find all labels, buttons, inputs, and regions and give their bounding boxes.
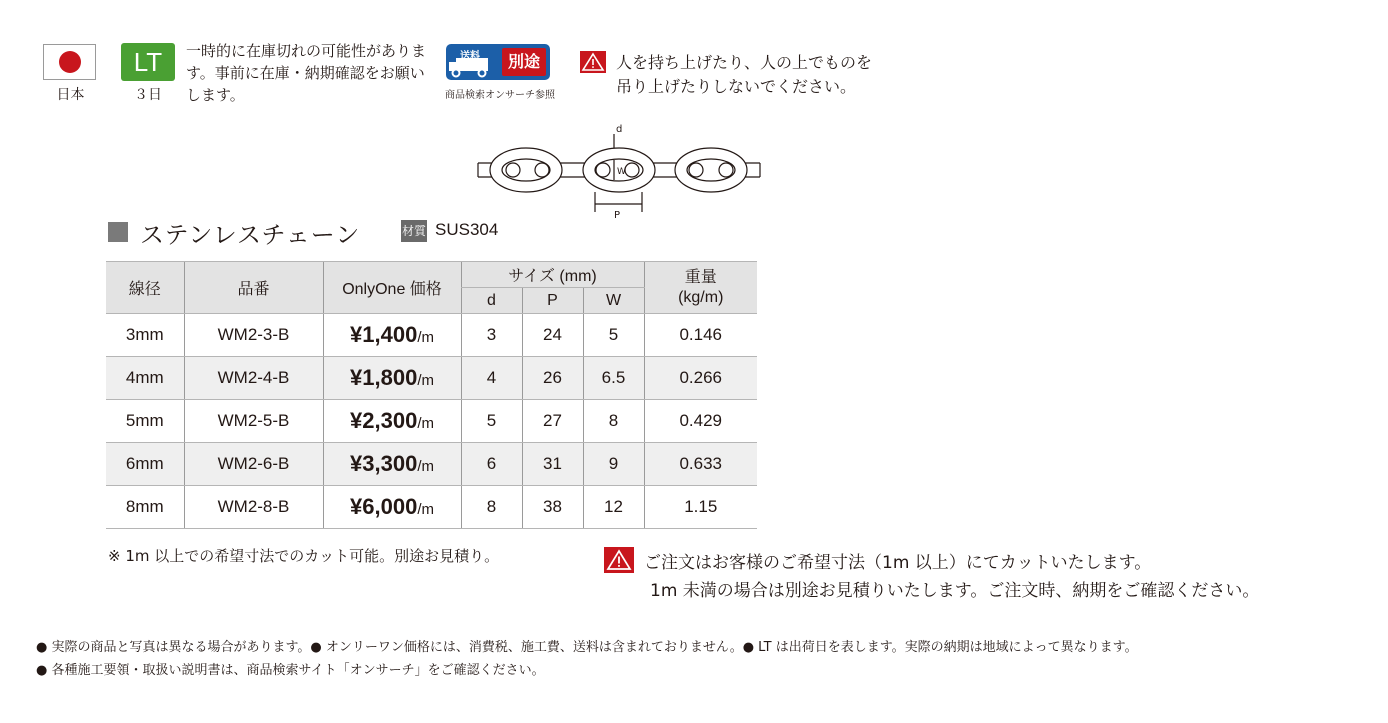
cell-price [323,443,461,486]
lt-days: ３日 [134,87,162,103]
table-row [106,486,757,529]
shipping-badge [446,44,550,80]
cell-part-no: WM2-3-B [184,314,323,357]
price-unit: /m [417,329,434,346]
cell-w: 6.5 [583,357,644,400]
order-warning-line-2: 1m 未満の場合は別途お見積りいたします。ご注文時、納期をご確認ください。 [650,581,1260,601]
lt-note: 一時的に在庫切れの可能性があります。事前に在庫・納期確認をお願いします。 [186,42,427,104]
price-value: ¥2,300 [350,408,418,433]
lifting-warning [616,51,916,99]
cut-note: ※ 1m 以上での希望寸法でのカット可能。別途お見積り。 [108,547,500,565]
disclaimer-line-1: ● 実際の商品と写真は異なる場合があります。● オンリーワン価格には、消費税、施工費、送料は含まれておりません。● LT は出荷日を表します。実際の納期は地域によって異なります。 [36,640,1138,655]
dim-label-w: W [617,167,626,177]
cell-w: 8 [583,400,644,443]
cell-part-no: WM2-8-B [184,486,323,529]
cell-part-no: WM2-4-B [184,357,323,400]
header-diameter: 線径 [106,262,184,314]
order-warning [644,549,1259,605]
table-row [106,400,757,443]
cell-diameter: 3mm [106,314,184,357]
cell-price [323,400,461,443]
table-row [106,443,757,486]
lt-badge: LT [121,43,175,81]
cell-weight: 0.633 [644,443,757,486]
dim-label-p: P [614,210,621,221]
material-badge: 材質 [401,220,427,242]
price-unit: /m [417,501,434,518]
header-weight-unit: (kg/m) [678,288,724,306]
material-value: SUS304 [435,220,499,239]
cell-weight: 0.146 [644,314,757,357]
section-title: ステンレスチェーン [140,221,361,249]
dim-label-d: d [616,124,623,135]
header-part-no: 品番 [184,262,323,314]
header-weight-label: 重量 [684,268,717,286]
cell-d: 6 [461,443,522,486]
cell-weight: 0.429 [644,400,757,443]
cell-w: 9 [583,443,644,486]
spec-table [106,261,757,529]
lifting-warning-line-2: 吊り上げたりしないでください。 [616,77,857,96]
disclaimer-block [36,636,1138,682]
cell-d: 3 [461,314,522,357]
cell-p: 38 [522,486,583,529]
price-value: ¥6,000 [350,494,418,519]
shipping-extra-label: 別途 [502,48,546,76]
cell-diameter: 6mm [106,443,184,486]
origin-label: 日本 [56,87,85,103]
warning-icon [604,547,634,573]
origin-flag [43,44,96,80]
cell-diameter: 4mm [106,357,184,400]
cell-diameter: 8mm [106,486,184,529]
cell-part-no: WM2-5-B [184,400,323,443]
cell-d: 4 [461,357,522,400]
cell-p: 31 [522,443,583,486]
cell-w: 12 [583,486,644,529]
cell-weight: 0.266 [644,357,757,400]
header-d: d [461,288,522,314]
header-price: OnlyOne 価格 [323,262,461,314]
header-p: P [522,288,583,314]
chain-diagram [476,120,766,230]
header-w: W [583,288,644,314]
price-unit: /m [417,458,434,475]
table-row [106,314,757,357]
warning-icon [580,51,606,73]
cell-price [323,314,461,357]
cell-p: 24 [522,314,583,357]
cell-p: 27 [522,400,583,443]
header-size-group: サイズ (mm) [461,262,644,288]
disclaimer-line-2: ● 各種施工要領・取扱い説明書は、商品検索サイト「オンサーチ」をご確認ください。 [36,663,545,678]
flag-red-circle [59,51,81,73]
price-value: ¥3,300 [350,451,418,476]
cell-diameter: 5mm [106,400,184,443]
shipping-caption: 商品検索オンサーチ参照 [445,90,555,101]
cell-price [323,357,461,400]
shipping-top-label: 送料 [460,51,480,62]
section-bullet [108,222,128,242]
cell-price [323,486,461,529]
order-warning-line-1: ご注文はお客様のご希望寸法（1m 以上）にてカットいたします。 [644,553,1152,573]
price-value: ¥1,400 [350,322,418,347]
cell-d: 8 [461,486,522,529]
cell-d: 5 [461,400,522,443]
table-row [106,357,757,400]
cell-part-no: WM2-6-B [184,443,323,486]
cell-w: 5 [583,314,644,357]
lifting-warning-line-1: 人を持ち上げたり、人の上でものを [616,53,873,72]
header-weight [644,262,757,314]
price-value: ¥1,800 [350,365,418,390]
cell-weight: 1.15 [644,486,757,529]
price-unit: /m [417,415,434,432]
price-unit: /m [417,372,434,389]
cell-p: 26 [522,357,583,400]
